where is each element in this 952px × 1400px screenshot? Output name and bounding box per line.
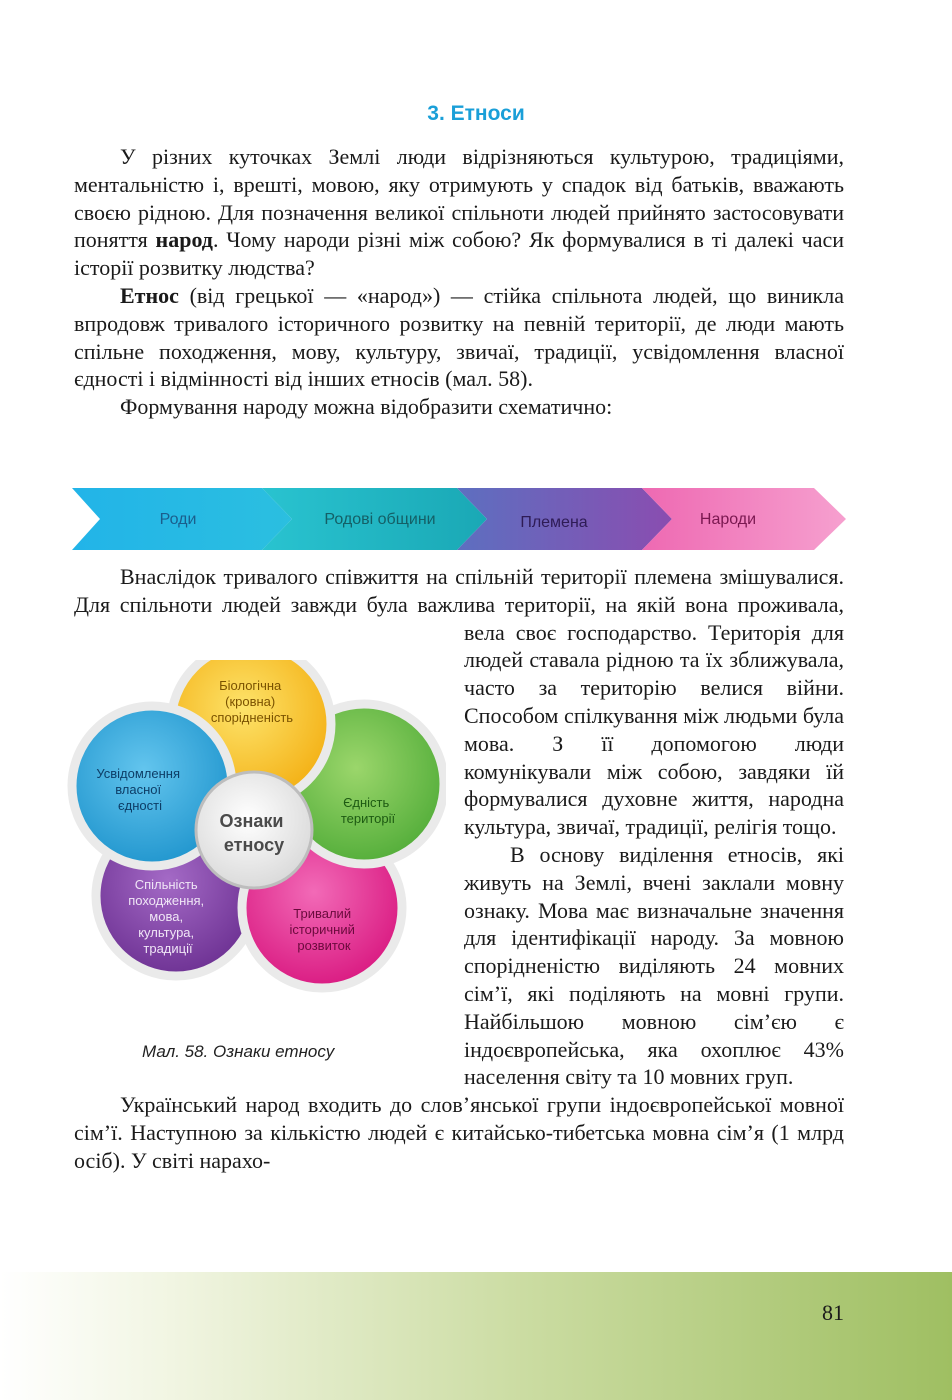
formation-scheme [72, 488, 846, 550]
page-number: 81 [822, 1300, 844, 1325]
paragraph-ukrainian: Український народ входить до слов’янської групи індоєвропейської мовної сім’ї. Наступною за кількістю людей є китайсько-тибетська мовна сім’я (1 млрд осіб). У світі нарахо- [74, 1092, 844, 1173]
center-label: Ознаки етносу [219, 811, 285, 855]
paragraph-language: В основу виділення етносів, які живуть на Землі, вчені заклали мовну ознаку. Мова має визначальне значення для ідентифікації народу. За мовною спорідненістю виділяють 24 мовних сім’ї, які поділяють на мовні групи. Найбільшою мовною сім’єю є індоєвропейська, яка охоплює 43% населення світу та 10 мовних груп. [464, 841, 844, 1090]
stage-label-3: Племена [520, 514, 588, 531]
section-title: 3. Етноси [427, 102, 525, 125]
petal-label-blue: Усвідомлення власної єдності [96, 766, 181, 813]
paragraph-ethnos-definition: Етнос (від грецької — «народ») — стійка спільнота людей, що виникла впродовж тривалого історичного розвитку на певній території, де люди мають спільне походження, мову, культуру, звичаї, традиції, усвідомлення власної єдності і відмінності від інших етносів (мал. 58). [74, 282, 844, 392]
stage-label-4: Народи [699, 511, 757, 528]
petal-label-purple: Спільність походження, мова, культура, традиції [128, 877, 205, 956]
paragraph-scheme-intro: Формування народу можна відобразити схематично: [120, 394, 613, 420]
stage-label-1: Роди [159, 511, 197, 528]
stage-label-2: Родові общини [324, 511, 436, 528]
petal-label-yellow: Біологічна (кровна) спорідненість [210, 678, 294, 725]
figure-caption: Мал. 58. Ознаки етносу [142, 1042, 335, 1061]
intro-text [74, 143, 844, 421]
page-footer-band [0, 1272, 952, 1400]
paragraph-intro: У різних куточках Землі люди відрізняються культурою, традиціями, ментальністю і, врешті, мовою, яку отримують у спадок від батьків, вважають своєю рідною. Для позначення великої спільноти людей прийнято застосовувати поняття народ. Чому народи різні між собою? Як формувалися в ті далекі часи історії розвитку людства? [74, 144, 845, 281]
petal-label-magenta: Тривалий історичний розвиток [289, 906, 355, 953]
petal-label-green: Єдність території [340, 795, 396, 826]
paragraph-territory: Внаслідок тривалого співжиття на спільній території племена змішувалися. Для спільноти людей завжди була важлива території, на якій вона проживала, вела своє господарство. Територія для людей ставала рідною та їх зближувала, часто за територію велися війни. Способом спілкування між людьми була мова. З її допомогою люди комунікували між собою, завдяки їй формувалися духовне життя, народна культура, звичаї, традиції, релігія тощо. [74, 564, 844, 840]
ethnos-features-figure [66, 660, 446, 1005]
